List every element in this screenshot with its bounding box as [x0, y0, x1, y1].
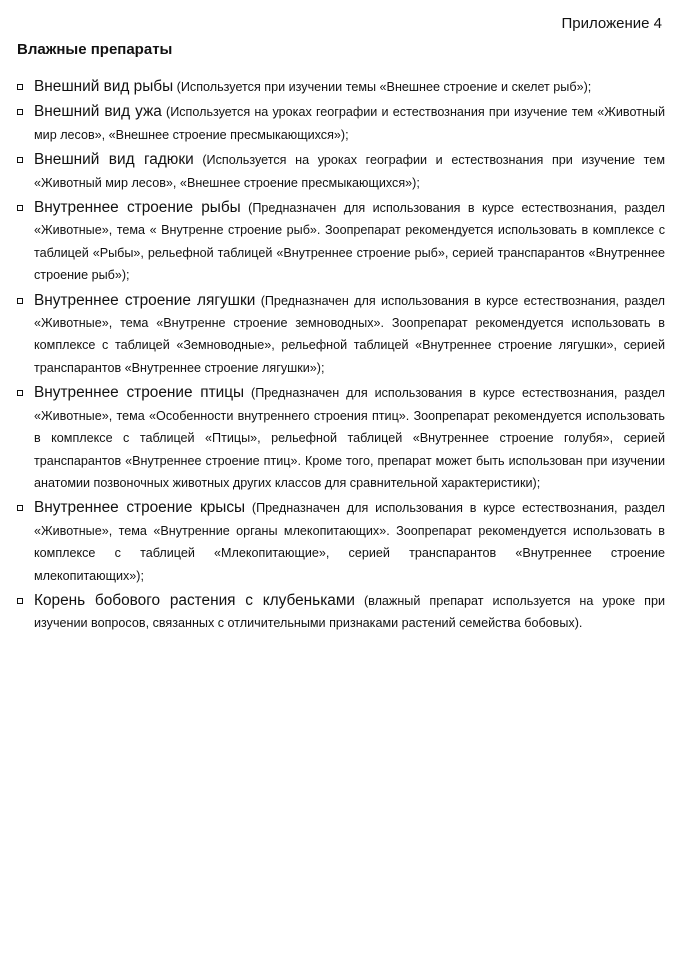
item-description: (Предназначен для использования в курсе естествознания, раздел «Животные», тема «Особенности внутреннего строения птиц». Зоопрепарат рекомендуется использовать в комплексе с таблицей «Птицы», рельефной таблицей «Внутреннее строение голубя», серией транспарантов «Внутреннее строение птиц». Кроме того, препарат может быть использован при изучении анатомии позвоночных животных других классов для сравнительной характеристики);: [34, 386, 665, 490]
list-item: [17, 76, 665, 98]
specimen-list: [17, 76, 665, 638]
square-bullet-icon: [17, 390, 23, 396]
item-title: Внутреннее строение рыбы: [34, 199, 241, 217]
square-bullet-icon: [17, 157, 23, 163]
square-bullet-icon: [17, 84, 23, 90]
page-title: Влажные препараты: [17, 41, 173, 58]
item-title: Внешний вид рыбы: [34, 78, 174, 95]
square-bullet-icon: [17, 505, 23, 511]
item-title: Корень бобового растения с клубеньками: [34, 591, 355, 609]
square-bullet-icon: [17, 298, 23, 304]
square-bullet-icon: [17, 598, 23, 604]
list-item: [17, 101, 665, 146]
item-title: Внутреннее строение лягушки: [34, 291, 256, 309]
square-bullet-icon: [17, 109, 23, 115]
item-title: Внутреннее строение птицы: [34, 384, 245, 402]
item-description: (Используется при изучении темы «Внешнее строение и скелет рыб»);: [173, 80, 592, 94]
item-description: (Используется на уроках географии и естествознания при изучение тем «Животный мир лесов», «Внешнее строение пресмыкающихся»);: [34, 153, 665, 190]
list-item: [17, 197, 665, 287]
item-title: Внешний вид ужа: [34, 103, 162, 121]
item-description: (Предназначен для использования в курсе естествознания, раздел «Животные», тема «Внутренне строение земноводных». Зоопрепарат рекомендуется использовать в комплексе с таблицей «Земноводные», рельефной таблицей «Внутреннее строение лягушки», серией транспарантов «Внутреннее строение лягушки»);: [34, 293, 666, 375]
square-bullet-icon: [17, 205, 23, 211]
item-title: Внутреннее строение крысы: [34, 499, 246, 517]
list-item: [17, 497, 665, 587]
item-description: (Предназначен для использования в курсе естествознания, раздел «Животные», тема « Внутренне строение рыб». Зоопрепарат рекомендуется использовать в комплексе с таблицей «Рыбы», рельефной таблицей «Внутреннее строение рыб», серией транспарантов «Внутреннее строение рыб»);: [34, 201, 665, 283]
item-description: (влажный препарат используется на уроке при изучении вопросов, связанных с отличительными признаками растений семейства бобовых).: [34, 593, 665, 631]
list-item: [17, 290, 665, 380]
list-item: [17, 149, 665, 194]
item-title: Внешний вид гадюки: [34, 151, 194, 169]
list-item: [17, 382, 665, 494]
appendix-label: Приложение 4: [561, 15, 662, 32]
item-description: (Используется на уроках географии и естествознания при изучение тем «Животный мир лесов», «Внешнее строение пресмыкающихся»);: [34, 105, 665, 142]
list-item: [17, 590, 665, 635]
item-description: (Предназначен для использования в курсе естествознания, раздел «Животные», тема «Внутренние органы млекопитающих». Зоопрепарат рекомендуется использовать в комплексе с таблицей «Млекопитающие», серией транспарантов «Внутреннее строение млекопитающих»);: [34, 501, 665, 583]
